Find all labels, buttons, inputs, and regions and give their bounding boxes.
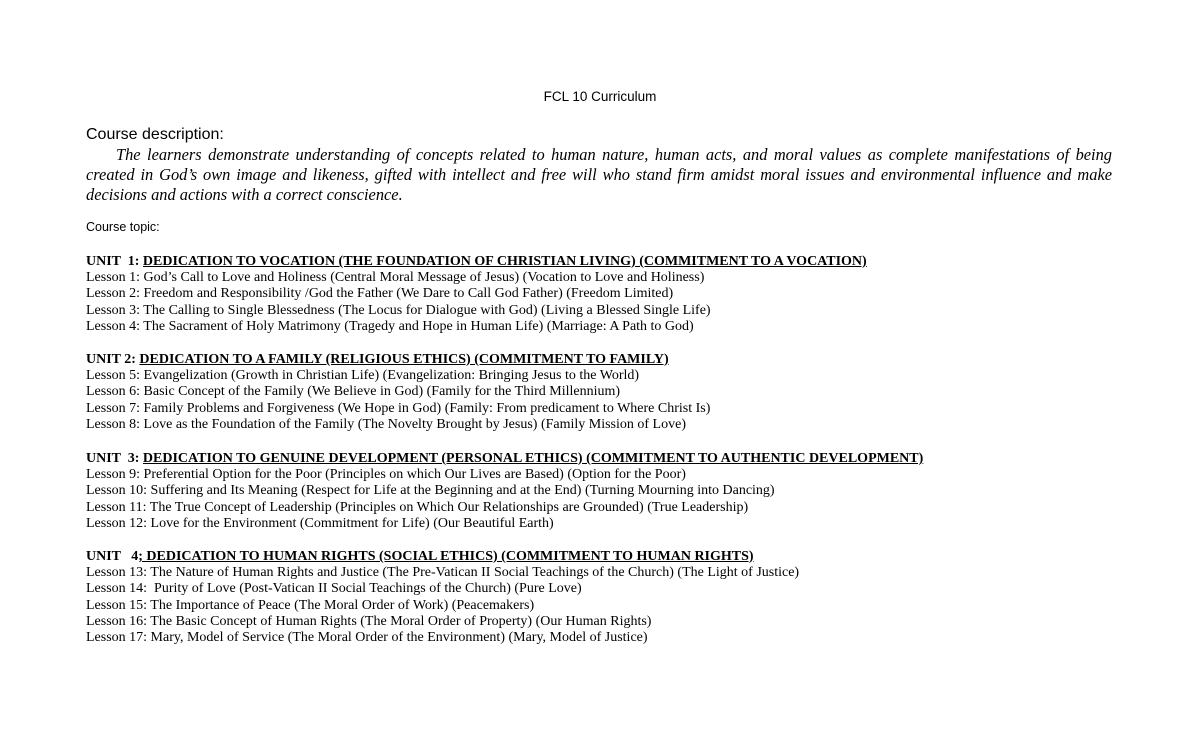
unit-section-1	[86, 254, 1116, 335]
lesson-item: Lesson 2: Freedom and Responsibility /God the Father (We Dare to Call God Father) (Freedom Limited)	[86, 286, 674, 302]
unit-title: DEDICATION TO VOCATION (THE FOUNDATION OF CHRISTIAN LIVING) (COMMITMENT TO A VOCATION)	[142, 254, 867, 269]
lesson-item: Lesson 13: The Nature of Human Rights and Justice (The Pre-Vatican II Social Teachings of the Church) (The Light of Justice)	[86, 565, 800, 581]
unit-heading	[86, 352, 1116, 368]
lesson-item: Lesson 17: Mary, Model of Service (The Moral Order of the Environment) (Mary, Model of Justice)	[86, 630, 648, 646]
unit-title: DEDICATION TO A FAMILY (RELIGIOUS ETHICS) (COMMITMENT TO FAMILY)	[139, 352, 669, 367]
lesson-item: Lesson 11: The True Concept of Leadership (Principles on Which Our Relationships are Grounded) (True Leadership)	[86, 499, 749, 515]
unit-heading	[86, 254, 1116, 270]
unit-label: UNIT 2:	[86, 352, 140, 367]
lesson-item: Lesson 9: Preferential Option for the Poor (Principles on which Our Lives are Based) (Option for the Poor)	[86, 467, 686, 483]
unit-title: ; DEDICATION TO HUMAN RIGHTS (SOCIAL ETHICS) (COMMITMENT TO HUMAN RIGHTS)	[138, 549, 754, 564]
lesson-item: Lesson 5: Evangelization (Growth in Christian Life) (Evangelization: Bringing Jesus to the World)	[86, 368, 640, 384]
lesson-item: Lesson 15: The Importance of Peace (The Moral Order of Work) (Peacemakers)	[86, 597, 535, 613]
unit-title: DEDICATION TO GENUINE DEVELOPMENT (PERSONAL ETHICS) (COMMITMENT TO AUTHENTIC DEVELOPMENT)	[142, 451, 924, 466]
lesson-item: Lesson 7: Family Problems and Forgiveness (We Hope in God) (Family: From predicament to Where Christ Is)	[86, 400, 711, 416]
unit-label: UNIT 4	[86, 549, 139, 564]
lesson-item: Lesson 14: Purity of Love (Post-Vatican II Social Teachings of the Church) (Pure Love)	[86, 581, 582, 597]
lesson-item: Lesson 1: God’s Call to Love and Holiness (Central Moral Message of Jesus) (Vocation to Love and Holiness)	[86, 270, 705, 286]
lesson-item: Lesson 6: Basic Concept of the Family (We Believe in God) (Family for the Third Millennium)	[86, 384, 621, 400]
lesson-item: Lesson 4: The Sacrament of Holy Matrimony (Tragedy and Hope in Human Life) (Marriage: A Path to God)	[86, 318, 694, 334]
lesson-item: Lesson 12: Love for the Environment (Commitment for Life) (Our Beautiful Earth)	[86, 515, 554, 531]
course-description-text: The learners demonstrate understanding of concepts related to human nature, human acts, and moral values as complete manifestations of being created in God’s own image and likeness, gifted with intellect and free will who stand firm amidst moral issues and environmental influence and make decisions and actions with a correct conscience.	[86, 145, 1112, 204]
lesson-item: Lesson 10: Suffering and Its Meaning (Respect for Life at the Beginning and at the End) (Turning Mourning into Dancing)	[86, 483, 775, 499]
lesson-item: Lesson 3: The Calling to Single Blessedness (The Locus for Dialogue with God) (Living a Blessed Single Life)	[86, 302, 711, 318]
lesson-item: Lesson 16: The Basic Concept of Human Rights (The Moral Order of Property) (Our Human Rights)	[86, 613, 652, 629]
unit-section-3	[86, 451, 1116, 532]
unit-label: UNIT 3:	[86, 451, 143, 466]
unit-heading	[86, 549, 1116, 565]
unit-section-2	[86, 352, 1116, 433]
course-topic-label: Course topic:	[86, 220, 160, 234]
unit-label: UNIT 1:	[86, 254, 143, 269]
unit-heading	[86, 451, 1116, 467]
course-description-label: Course description:	[86, 126, 224, 143]
document-title: FCL 10 Curriculum	[543, 89, 657, 104]
unit-section-4	[86, 549, 1116, 646]
lesson-item: Lesson 8: Love as the Foundation of the Family (The Novelty Brought by Jesus) (Family Mission of Love)	[86, 416, 686, 432]
